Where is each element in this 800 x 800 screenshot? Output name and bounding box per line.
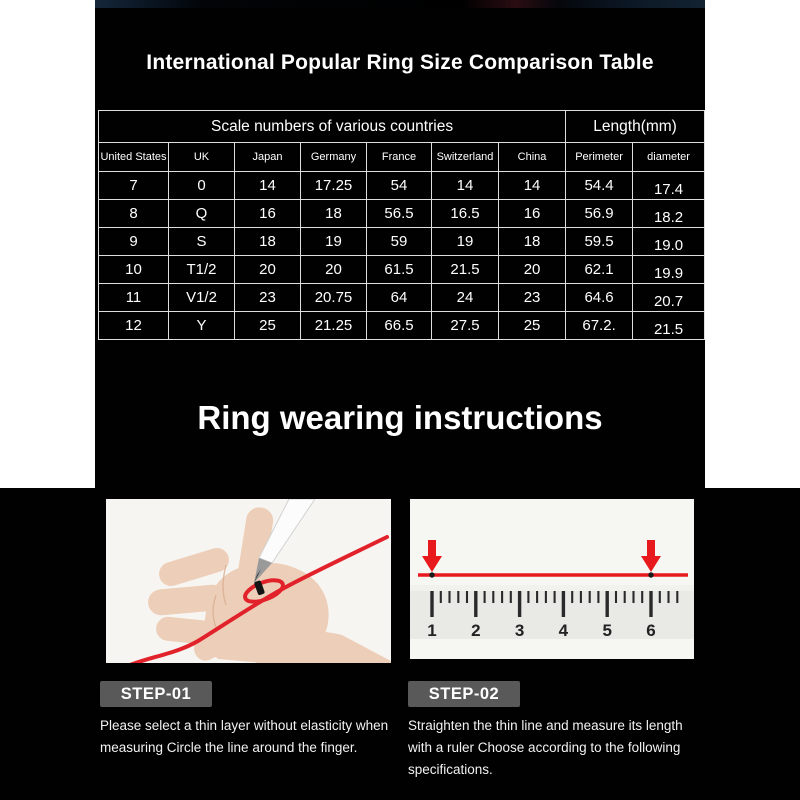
table-cell: Q — [169, 200, 235, 228]
table-cell: 12 — [99, 312, 169, 340]
table-cell: 61.5 — [367, 256, 432, 284]
step1-text: Please select a thin layer without elasticity when measuring Circle the line around the finger. — [100, 718, 389, 755]
column-header: France — [367, 143, 432, 172]
ring-size-table — [98, 110, 705, 340]
table-cell: 64 — [367, 284, 432, 312]
table-cell: 20 — [499, 256, 566, 284]
table-row — [99, 228, 705, 256]
step1-badge: STEP-01 — [100, 681, 212, 707]
svg-text:6: 6 — [646, 621, 656, 640]
table-cell: 25 — [235, 312, 301, 340]
table-cell: 17.4 — [633, 172, 705, 200]
table-cell: 56.5 — [367, 200, 432, 228]
table-cell: 20 — [301, 256, 367, 284]
table-row — [99, 312, 705, 340]
column-header: Switzerland — [432, 143, 499, 172]
table-row — [99, 284, 705, 312]
table-cell: 16 — [499, 200, 566, 228]
table-cell: 21.5 — [432, 256, 499, 284]
table-group-header-row — [99, 111, 705, 143]
table-cell: 18 — [235, 228, 301, 256]
column-header: Japan — [235, 143, 301, 172]
section-title: Ring wearing instructions — [197, 399, 603, 436]
svg-text:2: 2 — [471, 621, 481, 640]
column-header: United States — [99, 143, 169, 172]
table-cell: 16.5 — [432, 200, 499, 228]
table-column-header-row — [99, 143, 705, 172]
table-cell: 66.5 — [367, 312, 432, 340]
table-cell: 18.2 — [633, 200, 705, 228]
step2-badge: STEP-02 — [408, 681, 520, 707]
table-cell: S — [169, 228, 235, 256]
table-cell: 10 — [99, 256, 169, 284]
table-row — [99, 172, 705, 200]
table-cell: 19 — [301, 228, 367, 256]
svg-text:4: 4 — [558, 621, 569, 640]
table-cell: 17.25 — [301, 172, 367, 200]
table-cell: 59.5 — [566, 228, 633, 256]
step1-photo — [106, 499, 391, 663]
column-header: Germany — [301, 143, 367, 172]
ruler-highlight — [410, 585, 694, 591]
step2-photo — [410, 499, 694, 659]
table-cell: 21.25 — [301, 312, 367, 340]
svg-text:3: 3 — [514, 621, 525, 640]
top-photo-edge-strip — [95, 0, 705, 8]
table-cell: 11 — [99, 284, 169, 312]
svg-text:5: 5 — [602, 621, 612, 640]
table-cell: 23 — [499, 284, 566, 312]
table-cell: T1/2 — [169, 256, 235, 284]
measure-dot-start — [429, 572, 434, 577]
table-cell: 14 — [235, 172, 301, 200]
step2-text: Straighten the thin line and measure its length with a ruler Choose according to the following specifications. — [408, 718, 683, 777]
page-title: International Popular Ring Size Comparison Table — [146, 51, 654, 74]
table-cell: 7 — [99, 172, 169, 200]
table-cell: 18 — [499, 228, 566, 256]
table-cell: 67.2. — [566, 312, 633, 340]
group-header-length: Length(mm) — [566, 111, 705, 143]
table-cell: 19.0 — [633, 228, 705, 256]
table-cell: 25 — [499, 312, 566, 340]
table-cell: 20.75 — [301, 284, 367, 312]
table-cell: 19 — [432, 228, 499, 256]
table-cell: 14 — [499, 172, 566, 200]
table-cell: 18 — [301, 200, 367, 228]
table-cell: 23 — [235, 284, 301, 312]
table-cell: 24 — [432, 284, 499, 312]
column-header: Perimeter — [566, 143, 633, 172]
table-cell: 27.5 — [432, 312, 499, 340]
group-header-countries: Scale numbers of various countries — [99, 111, 566, 143]
measure-dot-end — [648, 572, 653, 577]
table-row — [99, 200, 705, 228]
svg-text:1: 1 — [427, 621, 437, 640]
table-cell: 9 — [99, 228, 169, 256]
table-cell: Y — [169, 312, 235, 340]
column-header: diameter — [633, 143, 705, 172]
table-row — [99, 256, 705, 284]
table-cell: 59 — [367, 228, 432, 256]
table-cell: V1/2 — [169, 284, 235, 312]
table-cell: 14 — [432, 172, 499, 200]
table-cell: 19.9 — [633, 256, 705, 284]
table-cell: 0 — [169, 172, 235, 200]
table-cell: 54.4 — [566, 172, 633, 200]
table-cell: 62.1 — [566, 256, 633, 284]
table-cell: 21.5 — [633, 312, 705, 340]
table-cell: 20.7 — [633, 284, 705, 312]
table-cell: 64.6 — [566, 284, 633, 312]
table-cell: 16 — [235, 200, 301, 228]
table-cell: 20 — [235, 256, 301, 284]
column-header: UK — [169, 143, 235, 172]
table-cell: 56.9 — [566, 200, 633, 228]
table-cell: 8 — [99, 200, 169, 228]
column-header: China — [499, 143, 566, 172]
table-cell: 54 — [367, 172, 432, 200]
